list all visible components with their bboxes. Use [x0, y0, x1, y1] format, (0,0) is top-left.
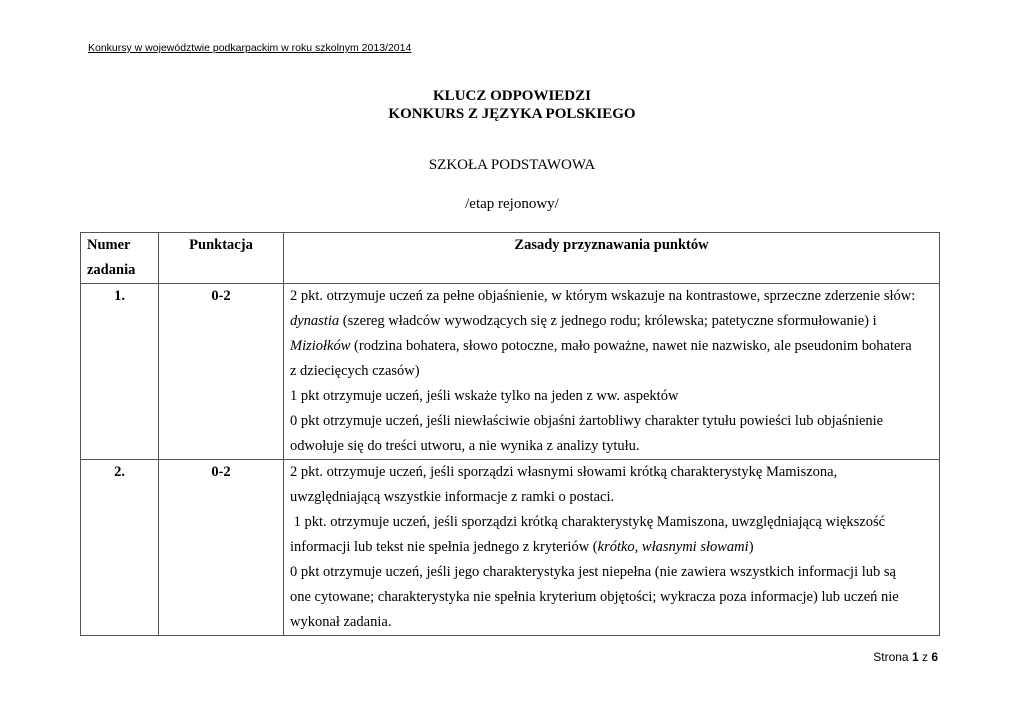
rule-text: (szereg władców wywodzących się z jednego rodu; królewska; patetyczne sformułowanie) i [339, 313, 877, 329]
rule-text: ) [748, 539, 754, 555]
rule-line: 2 pkt. otrzymuje uczeń za pełne objaśnienie, w którym wskazuje na kontrastowe, sprzeczne zderzenie słów: [290, 288, 916, 304]
of-word: z [921, 650, 928, 664]
running-header: Konkursy w województwie podkarpackim w roku szkolnym 2013/2014 [88, 42, 412, 54]
rule-text: informacji lub tekst nie spełnia jednego z kryteriów ( [290, 539, 598, 555]
task-rules [284, 460, 940, 636]
rule-line: z dziecięcych czasów) [290, 363, 420, 379]
document-title: KLUCZ ODPOWIEDZI [433, 88, 591, 104]
rule-line: 2 pkt. otrzymuje uczeń, jeśli sporządzi własnymi słowami krótką charakterystykę Mamiszona, [290, 464, 838, 480]
competition-stage: /etap rejonowy/ [465, 196, 559, 212]
rule-line: one cytowane; charakterystyka nie spełnia kryterium objętości; wykracza poza informacje) lub uczeń nie [290, 589, 899, 605]
header-task-number [81, 233, 159, 284]
header-points: Punktacja [159, 233, 284, 284]
task-points: 0-2 [159, 460, 284, 636]
rule-line [290, 309, 933, 334]
rule-line: wykonał zadania. [290, 614, 392, 630]
rule-text: (rodzina bohatera, słowo potoczne, mało poważne, nawet nie nazwisko, ale pseudonim bohatera [350, 338, 912, 354]
page-total: 6 [931, 650, 938, 664]
task-points: 0-2 [159, 284, 284, 460]
rule-line: 1 pkt. otrzymuje uczeń, jeśli sporządzi krótką charakterystykę Mamiszona, uwzględniającą większość [290, 514, 886, 530]
task-number: 1. [81, 284, 159, 460]
table-row [81, 284, 940, 460]
rule-line: uwzględniającą wszystkie informacje z ramki o postaci. [290, 489, 615, 505]
rule-line: 0 pkt otrzymuje uczeń, jeśli jego charakterystyka jest niepełna (nie zawiera wszystkich informacji lub są [290, 564, 896, 580]
rule-line [290, 535, 933, 560]
rule-line: odwołuje się do treści utworu, a nie wynika z analizy tytułu. [290, 438, 640, 454]
header-number-line1: Numer [87, 237, 131, 253]
document-subtitle: KONKURS Z JĘZYKA POLSKIEGO [388, 106, 636, 122]
header-number-line2: zadania [87, 262, 136, 278]
page-number [873, 650, 938, 664]
table-row [81, 460, 940, 636]
italic-term: krótko, własnymi słowami [597, 539, 749, 555]
table-header-row [81, 233, 940, 284]
task-rules [284, 284, 940, 460]
page-current: 1 [911, 650, 919, 664]
italic-term: dynastia [290, 313, 340, 329]
rule-line: 1 pkt otrzymuje uczeń, jeśli wskaże tylko na jeden z ww. aspektów [290, 388, 679, 404]
italic-term: Miziołków [290, 338, 351, 354]
task-number: 2. [81, 460, 159, 636]
answer-key-table [80, 232, 940, 636]
header-rules: Zasady przyznawania punktów [284, 233, 940, 284]
school-level: SZKOŁA PODSTAWOWA [428, 157, 596, 173]
page-word: Strona [873, 650, 909, 664]
rule-line: 0 pkt otrzymuje uczeń, jeśli niewłaściwie objaśni żartobliwy charakter tytułu powieści lub objaśnienie [290, 413, 884, 429]
rule-line [290, 334, 933, 359]
